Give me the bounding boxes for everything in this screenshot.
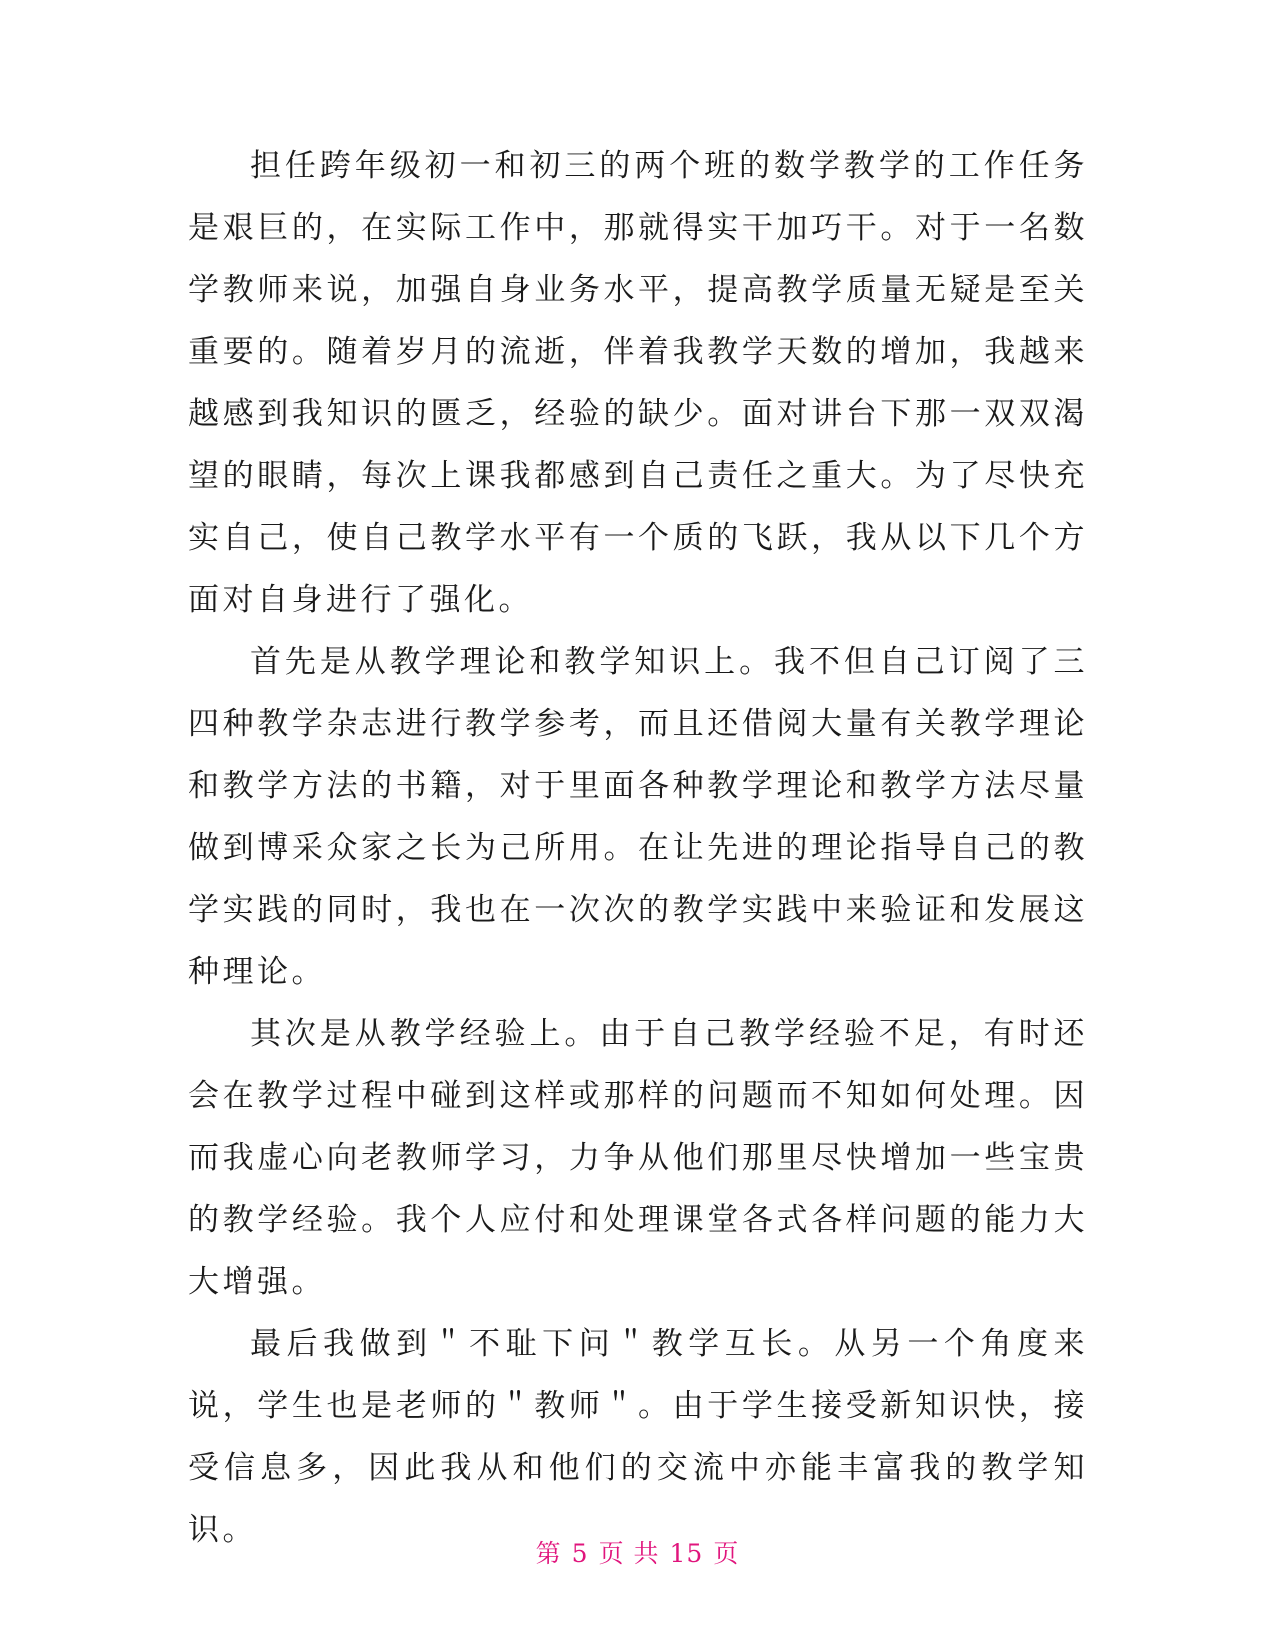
- total-page-count: 15: [669, 1539, 704, 1568]
- page-number-footer: [0, 1534, 1275, 1570]
- paragraph-1: 担任跨年级初一和初三的两个班的数学教学的工作任务是艰巨的，在实际工作中，那就得实干加巧干。对于一名数学教师来说，加强自身业务水平，提高教学质量无疑是至关重要的。随着岁月的流逝，伴着我教学天数的增加，我越来越感到我知识的匮乏，经验的缺少。面对讲台下那一双双渴望的眼睛，每次上课我都感到自己责任之重大。为了尽快充实自己，使自己教学水平有一个质的飞跃，我从以下几个方面对自身进行了强化。: [188, 148, 1088, 618]
- document-body: [188, 135, 1088, 1561]
- paragraph-4: 最后我做到＂不耻下问＂教学互长。从另一个角度来说，学生也是老师的＂教师＂。由于学生接受新知识快，接受信息多，因此我从和他们的交流中亦能丰富我的教学知识。: [188, 1326, 1088, 1548]
- footer-prefix: 第: [535, 1539, 562, 1568]
- paragraph-3: 其次是从教学经验上。由于自己教学经验不足，有时还会在教学过程中碰到这样或那样的问题而不知如何处理。因而我虚心向老教师学习，力争从他们那里尽快增加一些宝贵的教学经验。我个人应付和处理课堂各式各样问题的能力大大增强。: [188, 1016, 1088, 1300]
- footer-middle: 页 共: [598, 1539, 660, 1568]
- footer-suffix: 页: [713, 1539, 740, 1568]
- paragraph-2: 首先是从教学理论和教学知识上。我不但自己订阅了三四种教学杂志进行教学参考，而且还借阅大量有关教学理论和教学方法的书籍，对于里面各种教学理论和教学方法尽量做到博采众家之长为己所用。在让先进的理论指导自己的教学实践的同时，我也在一次次的教学实践中来验证和发展这种理论。: [188, 644, 1088, 990]
- current-page-number: 5: [571, 1539, 589, 1568]
